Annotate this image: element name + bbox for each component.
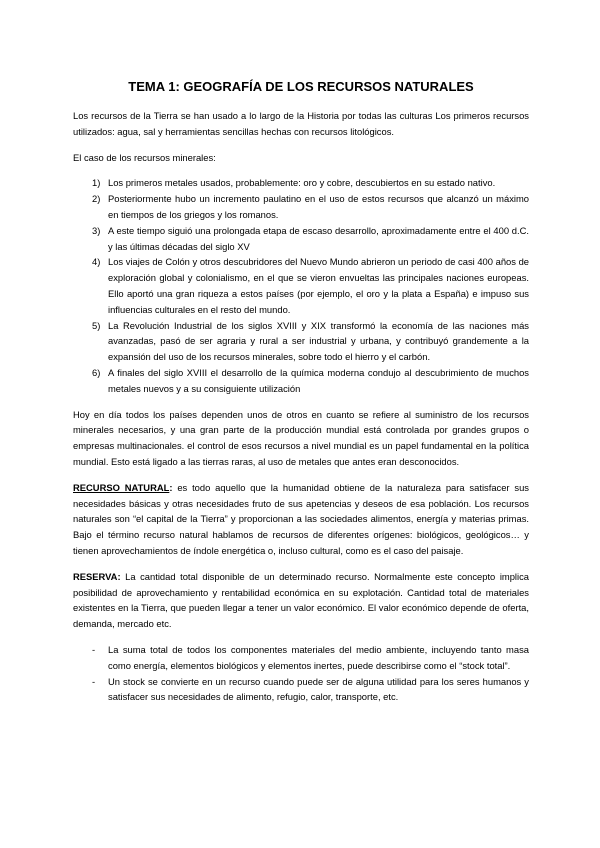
document-title: TEMA 1: GEOGRAFÍA DE LOS RECURSOS NATURALES bbox=[128, 79, 474, 94]
minerals-list bbox=[73, 175, 529, 396]
list-item-text: La suma total de todos los componentes materiales del medio ambiente, incluyendo tanto masa como energía, elementos biológicos y elementos inertes, puede describirse como el “stock total”. bbox=[108, 643, 529, 671]
recurso-natural-paragraph bbox=[73, 480, 529, 559]
list-number: 1) bbox=[92, 177, 101, 189]
list-item bbox=[73, 223, 529, 255]
list-number: 2) bbox=[92, 193, 101, 205]
list-number: 6) bbox=[92, 366, 101, 378]
list-item-text: A este tiempo siguió una prolongada etapa de escaso desarrollo, aproximadamente entre el 400 d.C. y las últimas décadas del siglo XV bbox=[108, 224, 529, 252]
list-item bbox=[73, 191, 529, 223]
list-item bbox=[73, 642, 529, 674]
list-item bbox=[73, 254, 529, 317]
reserva-text: La cantidad total disponible de un determinado recurso. Normalmente este concepto implica posibilidad de aprovechamiento y rentabilidad económica en su explotación. Cantidad total de materiales existentes en la Tierra, que pueden llegar a tener un valor económico. El valor económico depende de oferta, demanda, mercado etc. bbox=[73, 570, 529, 630]
reserva-label: RESERVA: bbox=[73, 570, 121, 582]
list-item-text: Los viajes de Colón y otros descubridores del Nuevo Mundo abrieron un periodo de casi 400 años de exploración global y colonialismo, en el que se vieron envueltas las principales naciones europeas. Ello aportó una gran riqueza a estos países (por ejemplo, el oro y la plata a España) e impuso sus influencias culturales en el resto del mundo. bbox=[108, 256, 529, 315]
list-item bbox=[73, 365, 529, 397]
recurso-natural-text: es todo aquello que la humanidad obtiene de la naturaleza para satisfacer sus necesidades básicas y otras necesidades fruto de sus apetencias y deseos de esa población. Los recursos naturales son “el capital de la Tierra” y proporcionan a las sociedades alimentos, energía y materias primas. Bajo el término recurso natural hablamos de recursos de diferentes orígenes: biológicos, geológicos… y tienen aprovechamientos de índole energética o, incluso cultural, como es el caso del paisaje. bbox=[73, 481, 529, 556]
list-item bbox=[73, 674, 529, 706]
list-item bbox=[73, 175, 529, 191]
list-item bbox=[73, 318, 529, 365]
intro-paragraph: Los recursos de la Tierra se han usado a lo largo de la Historia por todas las culturas Los primeros recursos utilizados: agua, sal y herramientas sencillas hechas con recursos litológicos. bbox=[73, 110, 529, 137]
list-bullet: - bbox=[92, 643, 96, 655]
document-page bbox=[73, 78, 529, 705]
recurso-natural-label: RECURSO NATURAL bbox=[73, 481, 170, 493]
list-item-text: La Revolución Industrial de los siglos XVIII y XIX transformó la economía de las naciones más avanzadas, pasó de ser agraria y rural a ser industrial y urbana, y contribuyó grandemente a la expansión del uso de los recursos minerales, sobre todo el hierro y el carbón. bbox=[108, 319, 529, 363]
list-bullet: - bbox=[92, 675, 96, 687]
reserva-list bbox=[73, 642, 529, 705]
minerals-heading: El caso de los recursos minerales: bbox=[73, 151, 216, 163]
list-item-text: Un stock se convierte en un recurso cuando puede ser de alguna utilidad para los seres humanos y satisfacer sus necesidades de alimento, refugio, calor, transporte, etc. bbox=[108, 675, 529, 703]
list-item-text: A finales del siglo XVIII el desarrollo de la química moderna condujo al descubrimiento de muchos metales nuevos y a su consiguiente utilización bbox=[108, 366, 529, 394]
today-paragraph: Hoy en día todos los países dependen unos de otros en cuanto se refiere al suministro de los recursos minerales necesarios, y una gran parte de la producción mundial está controlada por grandes grupos o empresas multinacionales. el control de esos recursos a nivel mundial es un papel fundamental en la política mundial. Esto está ligado a las tierras raras, al uso de metales que antes eran desconocidos. bbox=[73, 408, 529, 467]
reserva-paragraph bbox=[73, 569, 529, 632]
list-number: 5) bbox=[92, 319, 101, 331]
list-item-text: Posteriormente hubo un incremento paulatino en el uso de estos recursos que alcanzó un máximo en tiempos de los griegos y los romanos. bbox=[108, 193, 529, 220]
list-number: 3) bbox=[92, 224, 101, 236]
list-number: 4) bbox=[92, 256, 101, 268]
recurso-natural-colon: : bbox=[169, 481, 173, 493]
list-item-text: Los primeros metales usados, probablemente: oro y cobre, descubiertos en su estado nativo. bbox=[108, 177, 496, 189]
